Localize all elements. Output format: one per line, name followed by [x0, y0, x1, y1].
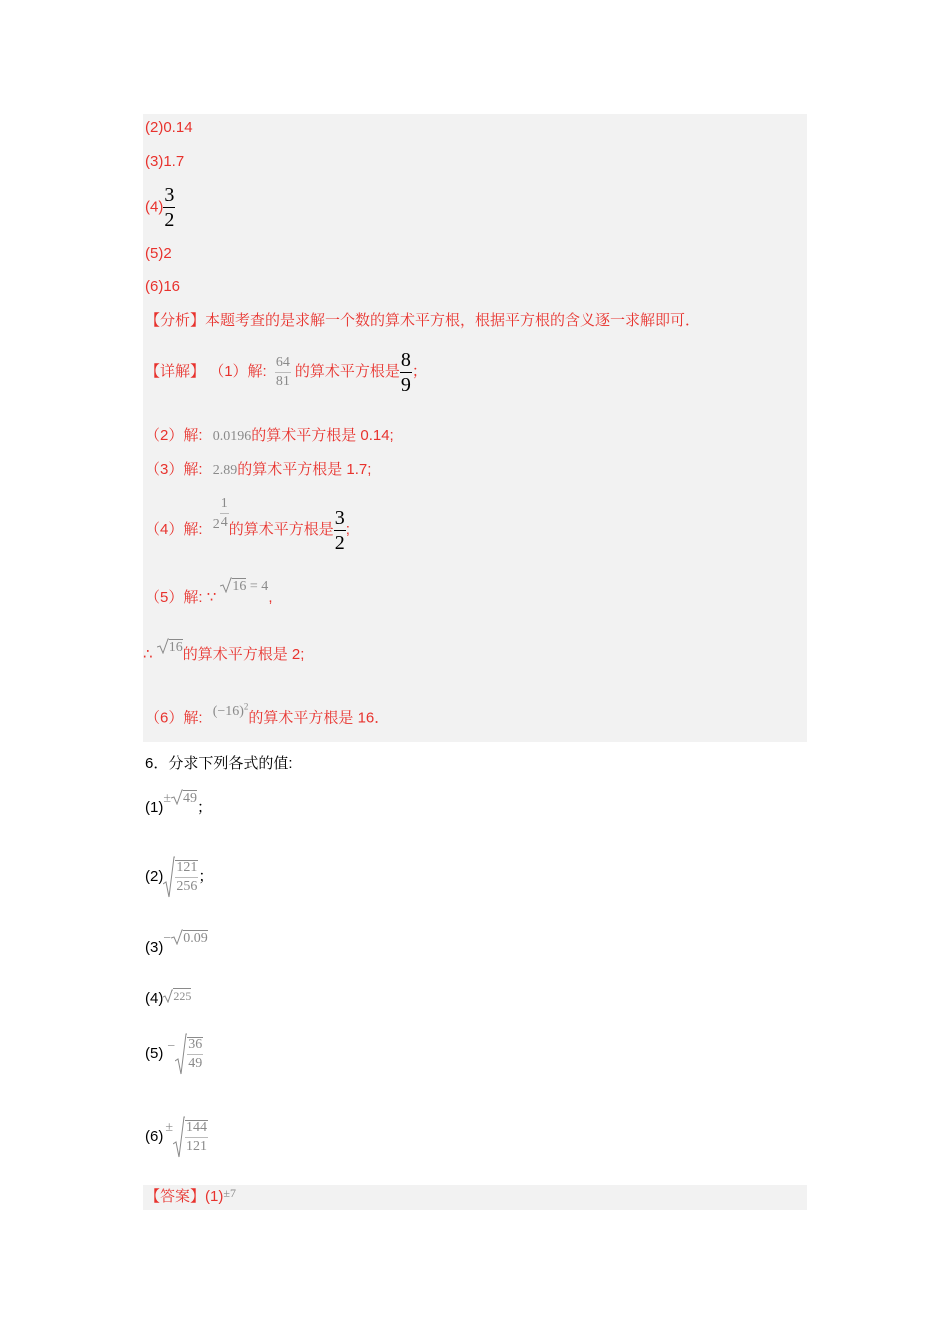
mixed-whole: 2 — [212, 517, 220, 532]
item-label: (6) — [145, 1128, 164, 1145]
fraction-3-2: $\frac{3}{2}$ — [334, 506, 345, 554]
question-item-4 — [145, 985, 191, 1013]
step-end: ； — [411, 363, 427, 380]
answer-label: (1) — [205, 1188, 224, 1205]
answer-label: (6) — [145, 278, 164, 295]
math-value: 0.0196 — [212, 429, 252, 444]
step-text: 的算术平方根是 — [228, 521, 334, 538]
because-symbol: ∵ — [206, 589, 217, 606]
step-prefix: （3）解: — [145, 461, 203, 478]
question-item-1 — [145, 788, 212, 829]
prev-answer-5 — [145, 245, 172, 263]
answer-label: (2) — [145, 119, 164, 136]
answer-label: (3) — [145, 153, 164, 170]
step-prefix: （6）解: — [145, 709, 203, 727]
step-text: 的算术平方根是 0.14; — [251, 427, 394, 444]
fraction: $\frac{3}{2}$ — [164, 184, 175, 231]
radical-sign-icon — [173, 1116, 185, 1158]
question-item-6 — [145, 1105, 208, 1170]
item-label: (1) — [145, 799, 164, 816]
step-prefix: （4）解: — [145, 521, 203, 538]
item-end: ； — [197, 799, 213, 816]
neg-sqrt-0.09: − 0.09 — [163, 931, 208, 946]
radical-sign-icon — [175, 1033, 187, 1075]
fraction-8-9: $\frac{8}{9}$ — [400, 348, 411, 396]
step-end: , — [268, 589, 273, 606]
radical-sign-icon — [163, 989, 173, 1003]
step-end: ; — [345, 521, 350, 538]
plus-minus-sign: ± — [165, 1120, 174, 1135]
answer-value: ±7 — [223, 1186, 236, 1200]
therefore-symbol: ∴ — [143, 646, 153, 663]
step-text: 的算术平方根是 1.7; — [237, 461, 372, 478]
question-item-5 — [145, 1022, 203, 1087]
step-prefix: （2）解: — [145, 427, 203, 444]
prev-answer-3 — [145, 153, 184, 171]
item-label: (4) — [145, 990, 164, 1007]
analysis-tag: 【分析】 — [145, 312, 206, 329]
prev-answer-6 — [145, 278, 180, 296]
answer-value: 2 — [163, 245, 172, 262]
pm-sqrt-49: ± 49 — [163, 791, 198, 806]
math-value: 2.89 — [212, 463, 238, 478]
answer-panel-bottom — [143, 1185, 807, 1210]
detail-step-3 — [145, 461, 371, 480]
detail-step-4 — [145, 495, 350, 560]
step-text: 的算术平方根是 — [294, 363, 400, 380]
sqrt-expression: 16 — [157, 640, 183, 655]
minus-sign: − — [167, 1039, 176, 1054]
item-label: (3) — [145, 939, 164, 956]
item-label: (5) — [145, 1045, 164, 1062]
radical-sign-icon — [163, 856, 175, 898]
fraction-121-256: $\frac{121}{256}$ — [176, 860, 198, 895]
analysis-text: 本题考查的是求解一个数的算术平方根，根据平方根的含义逐一求解即可． — [205, 312, 701, 329]
step-text: 的算术平方根是 16． — [248, 709, 390, 727]
step-prefix: （5）解: — [145, 589, 203, 606]
prev-answer-4 — [145, 185, 175, 230]
radical-sign-icon — [157, 638, 169, 654]
step-text: 的算术平方根是 2; — [182, 646, 305, 663]
answer-line — [145, 1188, 236, 1206]
detail-step-6 — [145, 696, 389, 738]
analysis-line — [145, 312, 700, 330]
power-expression: $(-16)^2$ — [212, 701, 249, 719]
answer-tag: 【答案】 — [145, 1188, 206, 1205]
detail-step-5 — [145, 580, 272, 617]
prev-answer-2 — [145, 119, 193, 137]
fraction-1-4: $\frac{1}{4}$ — [220, 496, 228, 530]
sqrt-225: 225 — [163, 989, 191, 1003]
radical-sign-icon — [171, 929, 183, 945]
answer-value: 16 — [163, 278, 181, 295]
detail-tag: 【详解】 — [145, 363, 206, 380]
answer-label: (4) — [145, 198, 164, 216]
radical-sign-icon — [220, 577, 232, 593]
question-item-2 — [145, 845, 213, 909]
fraction-144-121: $\frac{144}{121}$ — [186, 1120, 208, 1155]
fraction-64-81: $\frac{64}{81}$ — [275, 354, 290, 389]
question-title: 6．分求下列各式的值: — [145, 755, 293, 772]
item-label: (2) — [145, 868, 164, 885]
answer-value: 1.7 — [163, 153, 185, 170]
detail-step-1 — [145, 342, 427, 402]
sqrt-expression: 16 = 4 — [220, 579, 268, 594]
radical-sign-icon — [171, 789, 183, 805]
item-end: ； — [198, 868, 214, 885]
question-item-3 — [145, 928, 208, 969]
detail-step-2 — [145, 427, 394, 446]
detail-step-5b — [143, 637, 304, 674]
answer-label: (5) — [145, 245, 164, 262]
fraction-36-49: $\frac{36}{49}$ — [188, 1037, 203, 1072]
answer-value: 0.14 — [163, 119, 193, 136]
step-prefix: （1）解: — [209, 363, 267, 380]
